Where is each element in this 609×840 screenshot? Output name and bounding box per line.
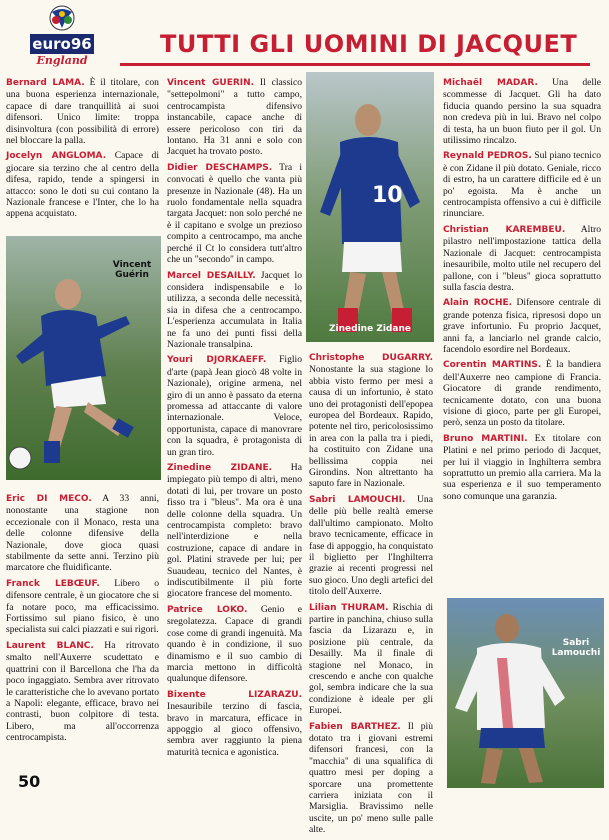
player-entry (309, 494, 433, 598)
player-entry (167, 354, 302, 458)
player-description: Altro pilastro nell'impostazione tattica della Nazionale di Jacquet: centrocampista inesauribile, molto utile nel recupero del pallone, con i "bleus" gioca soprattutto sulla fascia destra. (443, 223, 602, 293)
player-entry (167, 270, 302, 351)
player-entry (167, 604, 302, 685)
player-description: Ha ritrovato smalto nell'Auxerre scudettato e quattrini con il Barcellona che l'ha da poco ingaggiato. Sembra aver ritrovato le caratteristiche che lo avevano portato a Napoli: elegante, efficace, bravo nei contrasti, buon colpitore di testa. Libero, ma all'occorrenza centrocampista. (6, 639, 159, 744)
player-description: Una delle scommesse di Jacquet. Gli ha dato fiducia quando persino la sua squadra non credeva più in lui. Bravo nel colpo di testa, ha un buon fiuto per il gol. Un utilissimo rincalzo. (443, 77, 601, 147)
player-name: Corentin MARTINS. (443, 360, 542, 371)
player-description: È il titolare, con una buona esperienza internazionale, capace di dare tranquillità ai suoi difensori. Unico limite: troppa disinvoltura (con possibilità di errore) nel bloccare la palla. (6, 77, 159, 147)
player-name: Sabri LAMOUCHI. (309, 494, 406, 505)
player-description: Difensore centrale di grande potenza fisica, ripresosi dopo un grave infortunio. Fu proprio Jacquet, anni fa, a lanciarlo nel grande calcio, facendolo esordire nel Bordeaux. (443, 297, 601, 355)
page-number: 50 (18, 772, 41, 791)
player-name: Franck LEBŒUF. (6, 578, 100, 589)
player-name: Bruno MARTINI. (443, 433, 528, 444)
euro96-logo-icon (22, 4, 102, 70)
photo-sabri-lamouchi (447, 598, 604, 788)
player-description: Libero o difensore centrale, è un giocatore che si fa notare poco, ma efficacissimo. Fortissimo sul piano fisico, è uno specialista sui calci piazzati e sui rigori. (6, 577, 159, 636)
player-name: Eric DI MECO. (6, 494, 92, 504)
player-name: Reynald PEDROS. (443, 151, 532, 162)
player-description: Figlio d'arte (papà Jean giocò 48 volte in Nazionale), origine armena, nel giro di un anno è passato da eterna promessa ad attaccante di valore internazionale. Veloce, opportunista, capace di manovrare con la squadra, è protagonista di un gran tiro. (167, 354, 302, 458)
svg-text:10: 10 (372, 183, 403, 208)
player-entry (6, 77, 159, 146)
player-entry (443, 433, 601, 502)
title-rule (120, 63, 590, 66)
player-name: Patrice LOKO. (167, 604, 248, 615)
player-entry (167, 162, 302, 266)
player-name: Fabien BARTHEZ. (309, 721, 401, 732)
column-2 (167, 77, 302, 762)
player-entry (309, 352, 433, 490)
player-description: A 33 anni, nonostante una stagione non eccezionale con il Monaco, resta una delle colonne difensive della Nazionale, dove gioca quasi stabilmente da sette anni. Terzino più marcatore che fluidificante. (6, 493, 159, 574)
page-title: TUTTI GLI UOMINI DI JACQUET (160, 30, 578, 58)
player-name: Zinedine ZIDANE. (167, 463, 273, 473)
player-entry (443, 359, 601, 428)
zidane-photo-image (306, 72, 434, 342)
player-name: Laurent BLANC. (6, 640, 94, 651)
player-entry (6, 578, 159, 636)
lamouchi-caption-last: Lamouchi (551, 648, 601, 658)
player-name: Didier DESCHAMPS. (167, 162, 273, 173)
euro96-logo (22, 4, 102, 70)
lamouchi-photo-image (447, 598, 604, 788)
player-name: Alain ROCHE. (443, 298, 513, 309)
player-entry (443, 77, 601, 146)
logo-text: euro96 (32, 35, 92, 53)
player-name: Christophe DUGARRY. (309, 353, 433, 363)
player-description: Ex titolare con Platini e nel primo periodo di Jacquet, per lui il viaggio in Inghilterra sembra soprattutto un premio alla carriera. Ma la sua esperienza e il suo temperamento sono comunque una garanzia. (443, 432, 601, 502)
player-entry (443, 297, 601, 355)
column-4 (443, 77, 601, 506)
player-entry (167, 689, 302, 758)
zidane-caption: Zinedine Zidane (329, 324, 411, 334)
player-entry (309, 602, 433, 717)
player-description: Una delle più belle realtà emerse dall'ultimo campionato. Molto bravo tecnicamente, efficace in fase di appoggio, ha conquistato il biglietto per l'Inghilterra grazie ai recenti progressi nel suo gioco. Uno degli artefici del titolo dell'Auxerre. (309, 493, 433, 598)
player-name: Lilian THURAM. (309, 602, 389, 613)
player-entry (443, 150, 601, 219)
player-name: Vincent GUERIN. (167, 78, 255, 88)
column-1-bottom (6, 493, 159, 748)
lamouchi-caption-first: Sabri (562, 638, 590, 648)
player-name: Youri DJORKAEFF. (167, 355, 267, 366)
player-entry (309, 721, 433, 836)
player-description: Rischia di partire in panchina, chiuso sulla fascia da Lizarazu e, in posizione più centrale, da Desailly. Ma il finale di stagione nel Monaco, in crescendo e anche con qualche gol, sembra indicare che la sua condizione è ideale per gli Europei. (309, 601, 433, 717)
guerin-caption-first: Vincent (112, 260, 152, 270)
player-description: Tra i convocati è quello che vanta più presenze in Nazionale (48). Ha un ruolo fondamentale nella squadra targata Jacquet: non solo perché ne è il capitano e svolge un prezioso compito a centrocampo, ma anche perché il Ct lo considera tutt'altro che un "secondo" in campo. (167, 161, 302, 266)
lamouchi-caption (551, 638, 601, 658)
guerin-caption-last: Guérin (115, 270, 149, 280)
player-description: Sul piano tecnico è con Zidane il più dotato. Geniale, ricco di estro, ha un carattere difficile ed è un po' egoista. Ma è anche un centrocampista offensivo a cui è difficile rinunciare. (443, 150, 601, 220)
player-name: Jocelyn ANGLOMA. (6, 151, 107, 162)
guerin-caption (106, 260, 158, 280)
player-description: È la bandiera dell'Auxerre neo campione di Francia. Giocatore di grande rendimento, tecnicamente dotato, con una buona visione di gioco, parte per gli Europei, però, senza un posto da titolare. (443, 359, 601, 429)
player-name: Christian KAREMBEU. (443, 224, 566, 235)
player-description: Nonostante la sua stagione lo abbia visto fermo per mesi a causa di un infortunio, è stato uno dei protagonisti dell'epopea europea del Bordeaux. Rapido, potente nel tiro, pericolosissimo in area con la palla tra i piedi, ha costituito con Zidane una bellissima coppia nei Girondins. Non altrettanto ha saputo fare in Nazionale. (309, 364, 433, 490)
player-name: Bernard LAMA. (6, 78, 85, 88)
player-name: Michaël MADAR. (443, 78, 538, 88)
player-entry (6, 493, 159, 574)
player-entry (443, 224, 601, 293)
photo-zinedine-zidane (306, 72, 434, 342)
player-entry (6, 150, 159, 219)
column-3 (309, 352, 433, 840)
player-description: Il classico "settepolmoni" a tutto campo, centrocampista difensivo instancabile, capace anche di essere pericoloso con tiri da lontano. Ha 31 anni e solo con Jacquet ha trovato posto. (167, 77, 302, 158)
column-1-top (6, 77, 159, 224)
photo-vincent-guerin (6, 236, 161, 480)
logo-sub: England (36, 54, 88, 67)
player-name: Bixente LIZARAZU. (167, 689, 302, 700)
player-entry (167, 462, 302, 600)
player-description: Ha impiegato più tempo di altri, meno dotati di lui, per trovare un posto fisso tra i "bleus". Ma ora è una delle colonne della squadra. Un centrocampista completo: bravo nell'interdizione e nella costruzione, capace di andare in gol. Platini stravede per lui; per Suaudeau, tecnico del Nantes, è indiscutibilmente il più forte giocatore francese del momento. (167, 462, 302, 600)
player-description: Il più dotato tra i giovani estremi difensori francesi, con la "macchia" di una squalifica di quattro mesi per doping a sporcare una promettente carriera iniziata con il Marsiglia. Bravissimo nelle uscite, un po' meno sulle palle alte. (309, 720, 433, 836)
player-description: Capace di giocare sia terzino che al centro della difesa, rapido, tende a spingersi in attacco: sono le doti su cui contano la Nazionale francese e l'Inter, che lo ha appena acquistato. (6, 150, 159, 220)
player-entry (167, 77, 302, 158)
player-description: Genio e sregolatezza. Capace di grandi cose come di grandi ingenuità. Ma quando è in condizione, il suo dinamismo e il suo cambio di marcia mettono in difficoltà qualunque difensore. (167, 603, 302, 685)
player-description: Jacquet lo considera indispensabile e lo utilizza, a seconda delle necessità, sia in difesa che a centrocampo. L'esperienza accumulata in Italia ne fa uno dei punti fissi della Nazionale transalpina. (167, 269, 303, 350)
player-entry (6, 640, 159, 744)
player-name: Marcel DESAILLY. (167, 270, 256, 281)
player-description: Inesauribile terzino di fascia, bravo in marcatura, efficace in appoggio al gioco offensivo, sembra aver raggiunto la piena maturità tecnica e agonistica. (167, 701, 302, 758)
